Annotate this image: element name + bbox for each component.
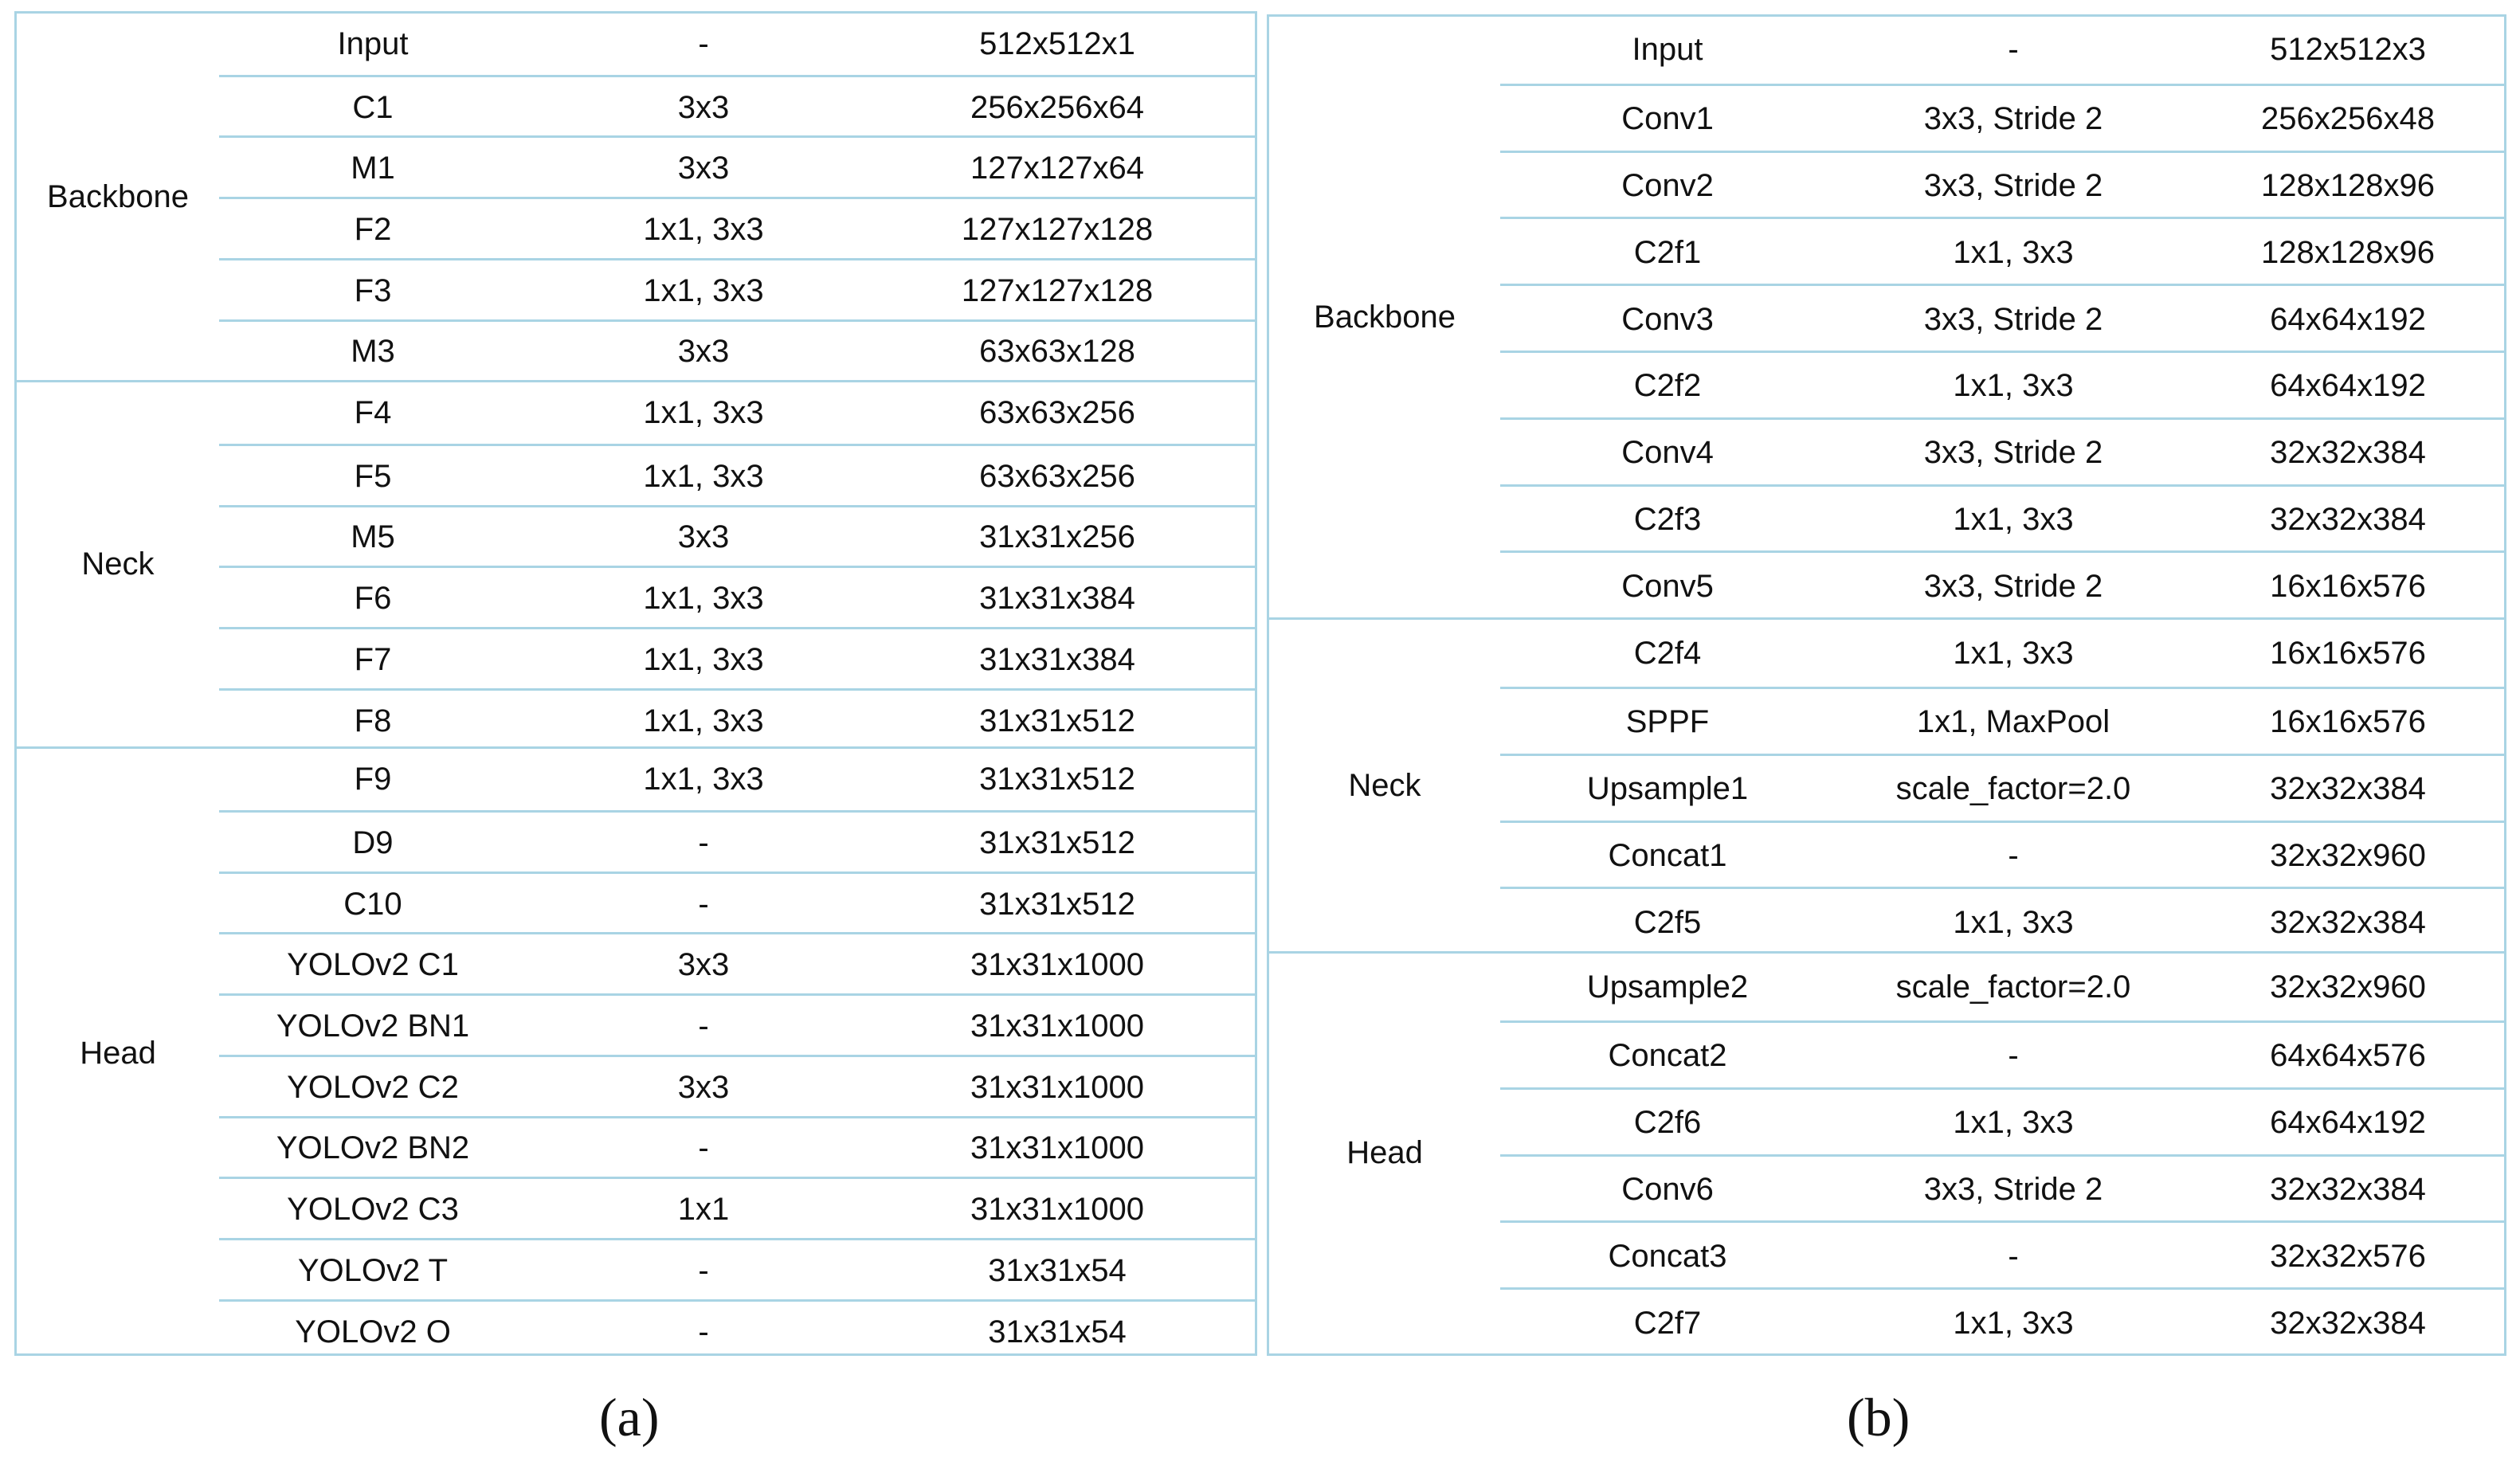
kernel-cell: - xyxy=(2008,837,2019,873)
output-shape-cell: 127x127x128 xyxy=(961,272,1154,308)
output-shape-cell: 32x32x384 xyxy=(2270,1171,2426,1207)
table-row xyxy=(219,135,1255,199)
output-shape-cell: 64x64x192 xyxy=(2270,1105,2426,1141)
kernel-cell: - xyxy=(698,1252,709,1288)
output-shape-cell: 31x31x384 xyxy=(979,641,1135,677)
table-row xyxy=(219,1299,1255,1363)
layer-name-cell: YOLOv2 O xyxy=(295,1314,451,1349)
layer-name-cell: Concat1 xyxy=(1608,837,1727,873)
table-row xyxy=(219,258,1255,322)
kernel-cell: 3x3, Stride 2 xyxy=(1923,167,2103,203)
caption-a: (a) xyxy=(599,1387,660,1447)
table-row xyxy=(1500,284,2504,353)
kernel-cell: - xyxy=(698,886,709,922)
kernel-cell: scale_factor=2.0 xyxy=(1895,771,2131,807)
table-row xyxy=(1500,217,2504,286)
group-rows xyxy=(1500,620,2504,951)
table-row xyxy=(1500,954,2504,1020)
output-shape-cell: 64x64x192 xyxy=(2270,301,2426,337)
table-row xyxy=(219,382,1255,444)
output-shape-cell: 32x32x576 xyxy=(2270,1238,2426,1274)
layer-name-cell: Conv4 xyxy=(1621,435,1714,471)
kernel-cell: - xyxy=(698,1130,709,1166)
table-row xyxy=(219,505,1255,569)
group-label: Head xyxy=(1346,1134,1423,1170)
output-shape-cell: 31x31x1000 xyxy=(970,1069,1144,1105)
layer-name-cell: YOLOv2 BN1 xyxy=(276,1009,470,1044)
table-row xyxy=(1500,351,2504,420)
kernel-cell: scale_factor=2.0 xyxy=(1895,969,2131,1005)
layer-name-cell: C2f6 xyxy=(1633,1105,1702,1141)
output-shape-cell: 128x128x96 xyxy=(2261,234,2435,270)
table-row xyxy=(219,749,1255,810)
group-rows xyxy=(219,14,1255,380)
section-head xyxy=(1269,951,2504,1352)
layer-name-cell: F4 xyxy=(354,395,392,431)
layer-name-cell: M3 xyxy=(351,334,395,370)
kernel-cell: 1x1, 3x3 xyxy=(1953,501,2074,537)
kernel-cell: 3x3 xyxy=(677,1069,730,1105)
table-row xyxy=(1500,1020,2504,1090)
layer-name-cell: Input xyxy=(337,25,409,61)
output-shape-cell: 31x31x512 xyxy=(979,825,1135,860)
kernel-cell: 3x3, Stride 2 xyxy=(1923,1171,2103,1207)
table-row xyxy=(1500,1287,2504,1357)
layer-name-cell: F3 xyxy=(354,272,392,308)
output-shape-cell: 31x31x1000 xyxy=(970,1130,1144,1166)
kernel-cell: 3x3, Stride 2 xyxy=(1923,301,2103,337)
layer-name-cell: C2f7 xyxy=(1633,1305,1702,1341)
kernel-cell: - xyxy=(2008,1238,2019,1274)
table-row xyxy=(219,1238,1255,1302)
output-shape-cell: 31x31x384 xyxy=(979,581,1135,617)
layer-name-cell: F8 xyxy=(354,703,392,738)
kernel-cell: - xyxy=(698,825,709,860)
section-head xyxy=(17,746,1255,1357)
output-shape-cell: 31x31x54 xyxy=(988,1252,1127,1288)
table-row xyxy=(1500,1087,2504,1157)
table-row xyxy=(1500,687,2504,756)
kernel-cell: 1x1 xyxy=(677,1192,730,1228)
layer-name-cell: C2f1 xyxy=(1633,234,1702,270)
table-row xyxy=(1500,1220,2504,1290)
kernel-cell: 1x1, 3x3 xyxy=(1953,234,2074,270)
table-row xyxy=(1500,1154,2504,1224)
kernel-cell: 3x3, Stride 2 xyxy=(1923,435,2103,471)
output-shape-cell: 32x32x384 xyxy=(2270,501,2426,537)
layer-name-cell: Conv6 xyxy=(1621,1171,1714,1207)
output-shape-cell: 31x31x512 xyxy=(979,886,1135,922)
table-row xyxy=(219,810,1255,874)
output-shape-cell: 512x512x1 xyxy=(979,25,1135,61)
caption-b: (b) xyxy=(1847,1387,1911,1447)
layer-name-cell: Upsample2 xyxy=(1586,969,1749,1005)
output-shape-cell: 32x32x384 xyxy=(2270,904,2426,940)
group-label: Neck xyxy=(1348,767,1421,803)
output-shape-cell: 32x32x384 xyxy=(2270,1305,2426,1341)
table-row xyxy=(1500,84,2504,153)
kernel-cell: - xyxy=(698,1314,709,1349)
output-shape-cell: 31x31x256 xyxy=(979,519,1135,555)
kernel-cell: 1x1, 3x3 xyxy=(1953,1105,2074,1141)
section-neck xyxy=(1269,617,2504,951)
layer-name-cell: Input xyxy=(1632,32,1703,68)
kernel-cell: - xyxy=(698,25,709,61)
kernel-cell: 3x3 xyxy=(677,947,730,983)
output-shape-cell: 128x128x96 xyxy=(2261,167,2435,203)
kernel-cell: 3x3 xyxy=(677,151,730,186)
output-shape-cell: 256x256x64 xyxy=(970,89,1144,125)
group-label: Neck xyxy=(81,546,155,582)
section-backbone xyxy=(17,14,1255,380)
kernel-cell: 3x3, Stride 2 xyxy=(1923,101,2103,137)
output-shape-cell: 127x127x64 xyxy=(970,151,1144,186)
layer-name-cell: YOLOv2 T xyxy=(297,1252,449,1288)
table-row xyxy=(219,688,1255,752)
layer-name-cell: C2f3 xyxy=(1633,501,1702,537)
layer-name-cell: M1 xyxy=(351,151,395,186)
table-row xyxy=(1500,821,2504,890)
table-row xyxy=(1500,484,2504,554)
table-row xyxy=(219,1055,1255,1118)
layer-name-cell: YOLOv2 C2 xyxy=(287,1069,459,1105)
output-shape-cell: 31x31x1000 xyxy=(970,1192,1144,1228)
output-shape-cell: 256x256x48 xyxy=(2261,101,2435,137)
output-shape-cell: 31x31x54 xyxy=(988,1314,1127,1349)
layer-name-cell: Concat2 xyxy=(1608,1038,1727,1074)
kernel-cell: 1x1, 3x3 xyxy=(643,272,764,308)
group-rows xyxy=(219,382,1255,746)
output-shape-cell: 32x32x960 xyxy=(2270,837,2426,873)
layer-name-cell: Concat3 xyxy=(1608,1238,1727,1274)
output-shape-cell: 31x31x512 xyxy=(979,762,1135,797)
layer-name-cell: YOLOv2 C1 xyxy=(287,947,459,983)
kernel-cell: 1x1, 3x3 xyxy=(643,211,764,247)
table-b xyxy=(1267,14,2506,1356)
layer-name-cell: C1 xyxy=(352,89,394,125)
table-row xyxy=(219,872,1255,935)
output-shape-cell: 31x31x1000 xyxy=(970,1009,1144,1044)
kernel-cell: 1x1, 3x3 xyxy=(643,762,764,797)
layer-name-cell: YOLOv2 C3 xyxy=(287,1192,459,1228)
group-rows xyxy=(1500,17,2504,617)
output-shape-cell: 16x16x576 xyxy=(2270,568,2426,604)
kernel-cell: 1x1, 3x3 xyxy=(1953,904,2074,940)
output-shape-cell: 32x32x384 xyxy=(2270,771,2426,807)
kernel-cell: 3x3, Stride 2 xyxy=(1923,568,2103,604)
kernel-cell: 3x3 xyxy=(677,89,730,125)
layer-name-cell: F7 xyxy=(354,641,392,677)
output-shape-cell: 16x16x576 xyxy=(2270,635,2426,671)
table-row xyxy=(219,75,1255,139)
table-row xyxy=(219,197,1255,260)
group-label: Backbone xyxy=(47,178,189,214)
layer-name-cell: F6 xyxy=(354,581,392,617)
kernel-cell: 3x3 xyxy=(677,334,730,370)
output-shape-cell: 63x63x256 xyxy=(979,458,1135,494)
output-shape-cell: 31x31x1000 xyxy=(970,947,1144,983)
table-row xyxy=(1500,17,2504,84)
layer-name-cell: C2f4 xyxy=(1633,635,1702,671)
kernel-cell: - xyxy=(698,1009,709,1044)
layer-name-cell: Conv1 xyxy=(1621,101,1714,137)
output-shape-cell: 127x127x128 xyxy=(961,211,1154,247)
kernel-cell: 1x1, 3x3 xyxy=(643,581,764,617)
table-row xyxy=(219,14,1255,75)
kernel-cell: 1x1, 3x3 xyxy=(1953,368,2074,404)
output-shape-cell: 64x64x576 xyxy=(2270,1038,2426,1074)
table-row xyxy=(1500,151,2504,220)
table-row xyxy=(219,1177,1255,1240)
table-row xyxy=(219,932,1255,996)
group-label: Head xyxy=(80,1035,156,1071)
output-shape-cell: 31x31x512 xyxy=(979,703,1135,738)
table-row xyxy=(1500,887,2504,956)
table-row xyxy=(1500,620,2504,687)
layer-name-cell: YOLOv2 BN2 xyxy=(276,1130,470,1166)
group-rows xyxy=(219,749,1255,1357)
table-row xyxy=(219,993,1255,1057)
layer-name-cell: F5 xyxy=(354,458,392,494)
layer-name-cell: Conv5 xyxy=(1621,568,1714,604)
layer-name-cell: Conv2 xyxy=(1621,167,1714,203)
table-row xyxy=(219,444,1255,507)
table-a xyxy=(14,11,1257,1356)
table-row xyxy=(1500,754,2504,823)
layer-name-cell: D9 xyxy=(352,825,394,860)
kernel-cell: 1x1, MaxPool xyxy=(1916,704,2110,740)
table-row xyxy=(219,627,1255,691)
layer-name-cell: C2f2 xyxy=(1633,368,1702,404)
table-row xyxy=(219,1116,1255,1180)
table-row xyxy=(1500,550,2504,620)
layer-name-cell: Upsample1 xyxy=(1586,771,1749,807)
table-row xyxy=(219,566,1255,629)
output-shape-cell: 32x32x960 xyxy=(2270,969,2426,1005)
kernel-cell: 1x1, 3x3 xyxy=(643,641,764,677)
kernel-cell: 3x3 xyxy=(677,519,730,555)
section-neck xyxy=(17,380,1255,746)
output-shape-cell: 16x16x576 xyxy=(2270,704,2426,740)
kernel-cell: 1x1, 3x3 xyxy=(1953,1305,2074,1341)
layer-name-cell: SPPF xyxy=(1625,704,1710,740)
kernel-cell: 1x1, 3x3 xyxy=(643,395,764,431)
layer-name-cell: C2f5 xyxy=(1633,904,1702,940)
layer-name-cell: F9 xyxy=(354,762,392,797)
kernel-cell: 1x1, 3x3 xyxy=(643,703,764,738)
layer-name-cell: Conv3 xyxy=(1621,301,1714,337)
output-shape-cell: 64x64x192 xyxy=(2270,368,2426,404)
group-rows xyxy=(1500,954,2504,1352)
table-row xyxy=(219,319,1255,383)
layer-name-cell: F2 xyxy=(354,211,392,247)
section-backbone xyxy=(1269,17,2504,617)
output-shape-cell: 32x32x384 xyxy=(2270,435,2426,471)
layer-name-cell: C10 xyxy=(343,886,402,922)
group-label: Backbone xyxy=(1314,299,1456,335)
layer-name-cell: M5 xyxy=(351,519,395,555)
table-row xyxy=(1500,417,2504,487)
kernel-cell: - xyxy=(2008,1038,2019,1074)
kernel-cell: - xyxy=(2008,32,2019,68)
output-shape-cell: 512x512x3 xyxy=(2270,32,2426,68)
kernel-cell: 1x1, 3x3 xyxy=(643,458,764,494)
output-shape-cell: 63x63x128 xyxy=(979,334,1135,370)
output-shape-cell: 63x63x256 xyxy=(979,395,1135,431)
kernel-cell: 1x1, 3x3 xyxy=(1953,635,2074,671)
